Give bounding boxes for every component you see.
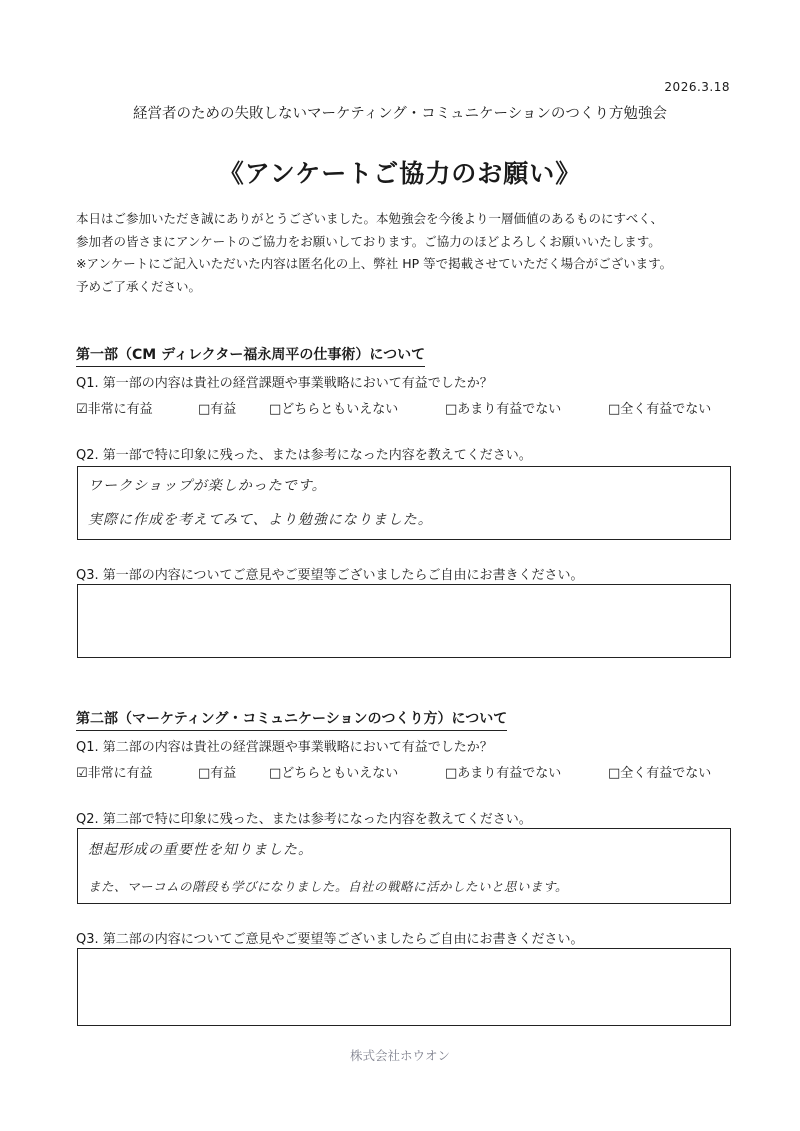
section-2-q3-answer-box[interactable] [77, 948, 731, 1026]
section-2-q2-answer-box[interactable] [77, 828, 731, 904]
section-2-heading: 第二部（マーケティング・コミュニケーションのつくり方）について [76, 708, 507, 731]
handwritten-answer-line: 実際に作成を考えてみて、より勉強になりました。 [88, 512, 433, 528]
section-2-q3: Q3. 第二部の内容についてご意見やご要望等ございましたらご自由にお書きください。 [76, 932, 584, 947]
option-useful[interactable]: □有益 [198, 766, 237, 781]
section-2-q2: Q2. 第二部で特に印象に残った、または参考になった内容を教えてください。 [76, 812, 532, 827]
event-name: 経営者のための失敗しないマーケティング・コミュニケーションのつくり方勉強会 [133, 106, 667, 122]
option-very-useful[interactable]: ☑非常に有益 [76, 766, 153, 781]
page-title: 《アンケートご協力のお願い》 [218, 159, 582, 188]
intro-line: 本日はご参加いただき誠にありがとうございました。本勉強会を今後より一層価値のあるものにすべく、 [76, 211, 664, 226]
section-1-q1: Q1. 第一部の内容は貴社の経営課題や事業戦略において有益でしたか？ [76, 376, 493, 391]
section-1-q3: Q3. 第一部の内容についてご意見やご要望等ございましたらご自由にお書きください。 [76, 568, 584, 583]
section-1-q2-answer-box[interactable] [77, 466, 731, 540]
option-not-useful[interactable]: □全く有益でない [608, 402, 712, 417]
option-not-very-useful[interactable]: □あまり有益でない [445, 402, 562, 417]
option-very-useful[interactable]: ☑非常に有益 [76, 402, 153, 417]
handwritten-answer-line: 想起形成の重要性を知りました。 [88, 842, 313, 858]
section-2-q1: Q1. 第二部の内容は貴社の経営課題や事業戦略において有益でしたか？ [76, 740, 493, 755]
company-name: 株式会社ホウオン [349, 1048, 450, 1063]
intro-line: ※アンケートにご記入いただいた内容は匿名化の上、弊社 HP 等で掲載させていただく場合がございます。 [76, 256, 673, 271]
handwritten-answer-line: ワークショップが楽しかったです。 [88, 478, 327, 494]
option-neutral[interactable]: □どちらともいえない [269, 402, 399, 417]
intro-line: 予めご了承ください。 [76, 278, 202, 294]
section-1-q2: Q2. 第一部で特に印象に残った、または参考になった内容を教えてください。 [76, 448, 532, 463]
option-neutral[interactable]: □どちらともいえない [269, 766, 399, 781]
option-not-very-useful[interactable]: □あまり有益でない [445, 766, 562, 781]
section-1-heading: 第一部（CM ディレクター福永周平の仕事術）について [76, 344, 425, 367]
intro-text [76, 208, 756, 298]
section-1-q3-answer-box[interactable] [77, 584, 731, 658]
date: 2026.3.18 [664, 80, 730, 94]
option-useful[interactable]: □有益 [198, 402, 237, 417]
option-not-useful[interactable]: □全く有益でない [608, 766, 712, 781]
handwritten-answer-line: また、マーコムの階段も学びになりました。自社の戦略に活かしたいと思います。 [88, 879, 569, 894]
intro-line: 参加者の皆さまにアンケートのご協力をお願いしております。ご協力のほどよろしくお願いいたします。 [76, 233, 661, 249]
